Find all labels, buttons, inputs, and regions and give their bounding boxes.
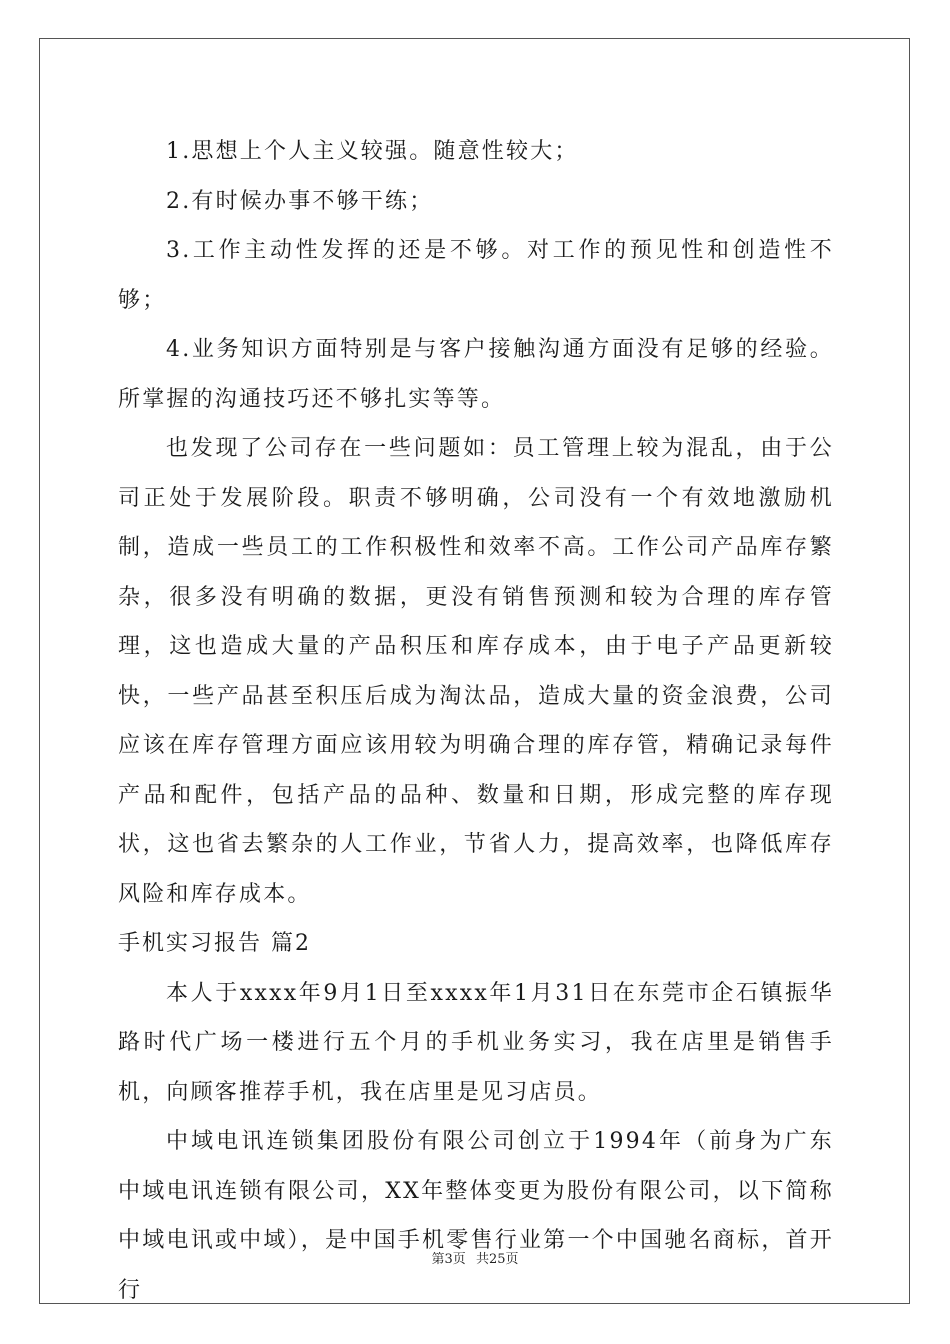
list-item-1: 1.思想上个人主义较强。随意性较大； <box>166 139 579 164</box>
company-paragraph: 中域电讯连锁集团股份有限公司创立于1994年（前身为广东中域电讯连锁有限公司，XX年整体变更为股份有限公司，以下简称中域电讯或中域），是中国手机零售行业第一个中国驰名商标，首开行 <box>118 1129 834 1303</box>
list-item-2: 2.有时候办事不够干练； <box>166 188 434 214</box>
page-footer <box>0 1248 950 1267</box>
page-number: 第3页 <box>431 1252 466 1267</box>
list-item-3: 3.工作主动性发挥的还是不够。对工作的预见性和创造性不够； <box>118 238 834 313</box>
issues-paragraph: 也发现了公司存在一些问题如：员工管理上较为混乱，由于公司正处于发展阶段。职责不够明确，公司没有一个有效地激励机制，造成一些员工的工作积极性和效率不高。工作公司产品库存繁杂，很多没有明确的数据，更没有销售预测和较为合理的库存管理，这也造成大量的产品积压和库存成本，由于电子产品更新较快，一些产品甚至积压后成为淘汰品，造成大量的资金浪费，公司应该在库存管理方面应该用较为明确合理的库存管，精确记录每件产品和配件，包括产品的品种、数量和日期，形成完整的库存现状，这也省去繁杂的人工作业，节省人力，提高效率，也降低库存风险和库存成本。 <box>118 436 834 907</box>
internship-paragraph: 本人于xxxx年9月1日至xxxx年1月31日在东莞市企石镇振华路时代广场一楼进行五个月的手机业务实习，我在店里是销售手机，向顾客推荐手机，我在店里是见习店员。 <box>118 980 834 1105</box>
list-item-4: 4.业务知识方面特别是与客户接触沟通方面没有足够的经验。所掌握的沟通技巧还不够扎实等等。 <box>118 337 834 412</box>
section-heading: 手机实习报告 篇2 <box>118 931 311 956</box>
document-body <box>118 127 834 1315</box>
page-total: 共25页 <box>475 1252 519 1267</box>
